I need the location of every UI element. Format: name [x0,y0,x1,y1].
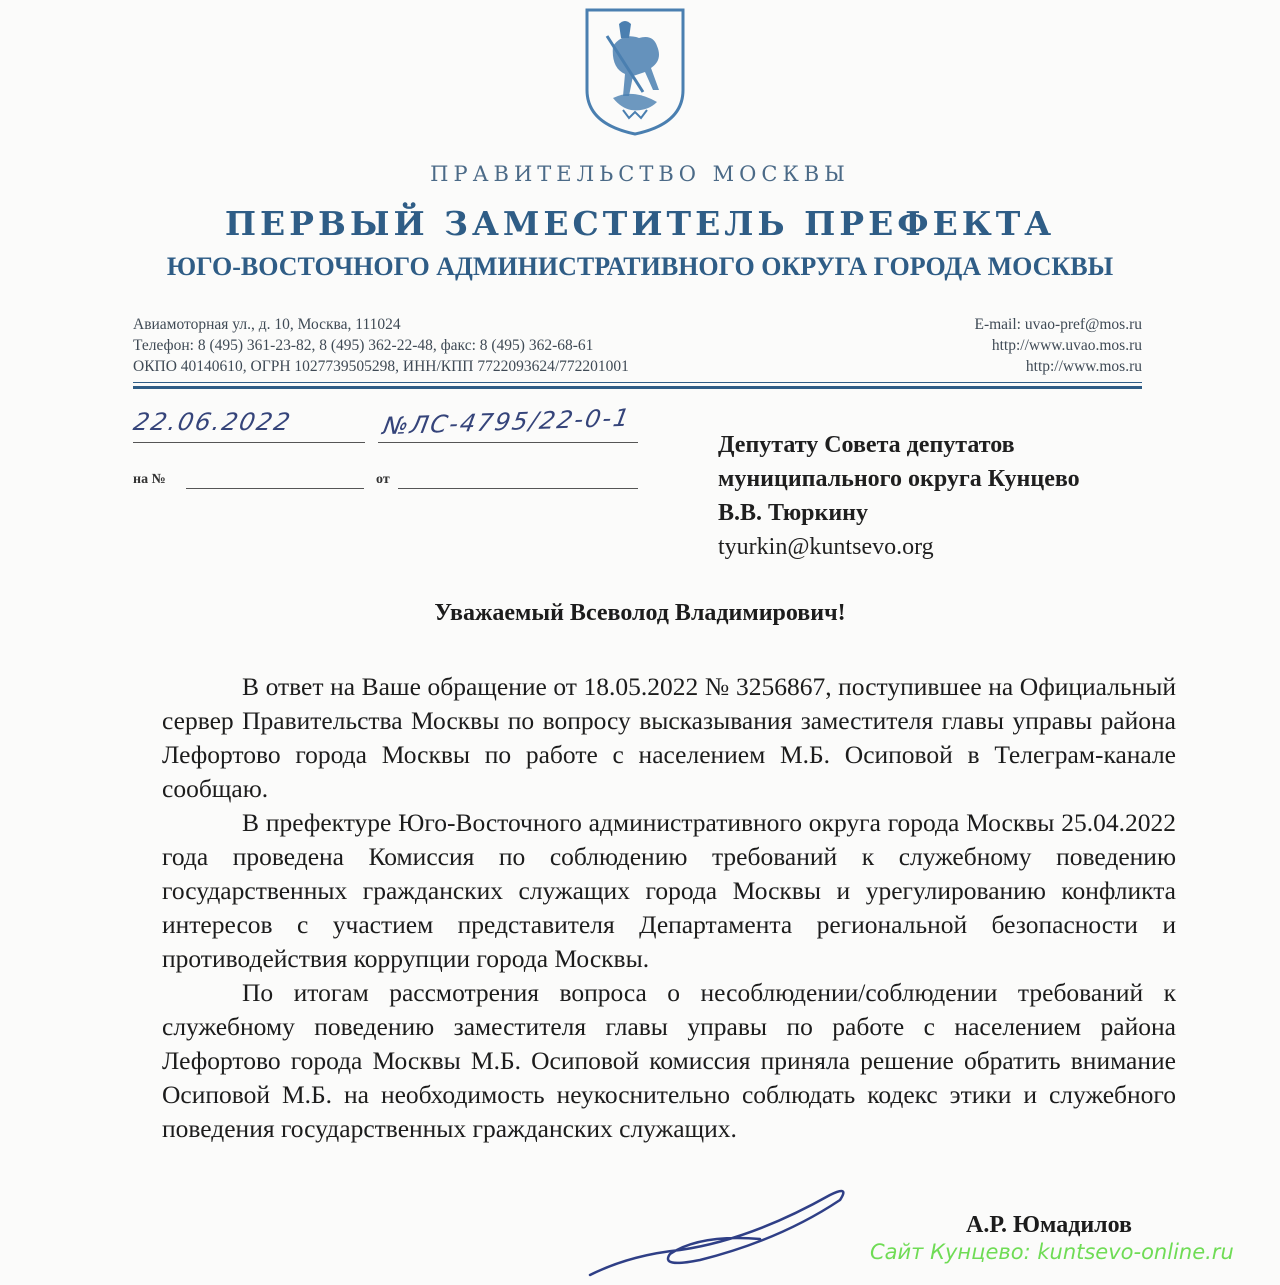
addressee-line-1: Депутату Совета депутатов [718,432,1015,458]
addressee-block [718,428,1080,564]
organization-title: ЮГО-ВОСТОЧНОГО АДМИНИСТРАТИВНОГО ОКРУГА ГОРОДА МОСКВЫ [166,252,1114,281]
number-underline [378,442,638,443]
header-divider-thick [133,386,1142,389]
from-label: от [376,472,390,487]
website-link-uvao[interactable]: http://www.uvao.mos.ru [991,337,1142,354]
registration-number: №ЛС-4795/22-0-1 [380,403,634,441]
signer-name: А.Р. Юмадилов [966,1212,1132,1238]
phone-line: Телефон: 8 (495) 361-23-82, 8 (495) 362-22-48, факс: 8 (495) 362-68-61 [133,337,594,354]
date-underline [133,442,365,443]
codes-line: ОКПО 40140610, ОГРН 1027739505298, ИНН/КПП 7722093624/772201001 [133,358,629,375]
contact-block-left [133,314,629,377]
on-number-label: на № [133,472,166,487]
addressee-line-2: муниципального округа Кунцево [718,466,1080,492]
email-line[interactable]: E-mail: uvao-pref@mos.ru [974,316,1142,333]
contact-block-right [974,314,1142,377]
on-number-underline [186,488,364,489]
website-link-mos[interactable]: http://www.mos.ru [1025,358,1142,375]
moscow-coat-of-arms-icon [583,6,687,138]
government-title: ПРАВИТЕЛЬСТВО МОСКВЫ [430,162,850,186]
paragraph: В префектуре Юго-Восточного административного округа города Москвы 25.04.2022 года проведена Комиссия по соблюдению требований к служебному поведению государственных гражданских служащих города Москвы и урегулированию конфликта интересов с участием представителя Департамента региональной безопасности и противодействия коррупции города Москвы. [162,808,1176,973]
paragraph: В ответ на Ваше обращение от 18.05.2022 № 3256867, поступившее на Официальный сервер Правительства Москвы по вопросу высказывания заместителя главы управы района Лефортово города Москвы по работе с населением М.Б. Осиповой в Телеграм-канале сообщаю. [162,672,1176,803]
addressee-email[interactable]: tyurkin@kuntsevo.org [718,534,934,560]
salutation: Уважаемый Всеволод Владимирович! [434,600,846,626]
letter-body [162,670,1176,1146]
paragraph: По итогам рассмотрения вопроса о несоблюдении/соблюдении требований к служебному поведению заместителя главы управы по работе с населением района Лефортово города Москвы М.Б. Осиповой комиссия приняла решение обратить внимание Осиповой М.Б. на необходимость неукоснительно соблюдать кодекс этики и служебного поведения государственных гражданских служащих. [162,978,1176,1143]
site-watermark: Сайт Кунцево: kuntsevo-online.ru [870,1240,1234,1264]
handwritten-signature [570,1175,870,1285]
header-divider-thin [133,382,1142,383]
position-title: ПЕРВЫЙ ЗАМЕСТИТЕЛЬ ПРЕФЕКТА [224,204,1056,243]
from-underline [398,488,638,489]
registration-date: 22.06.2022 [131,408,295,436]
address-line: Авиамоторная ул., д. 10, Москва, 111024 [133,316,401,333]
addressee-name: В.В. Тюркину [718,500,868,526]
